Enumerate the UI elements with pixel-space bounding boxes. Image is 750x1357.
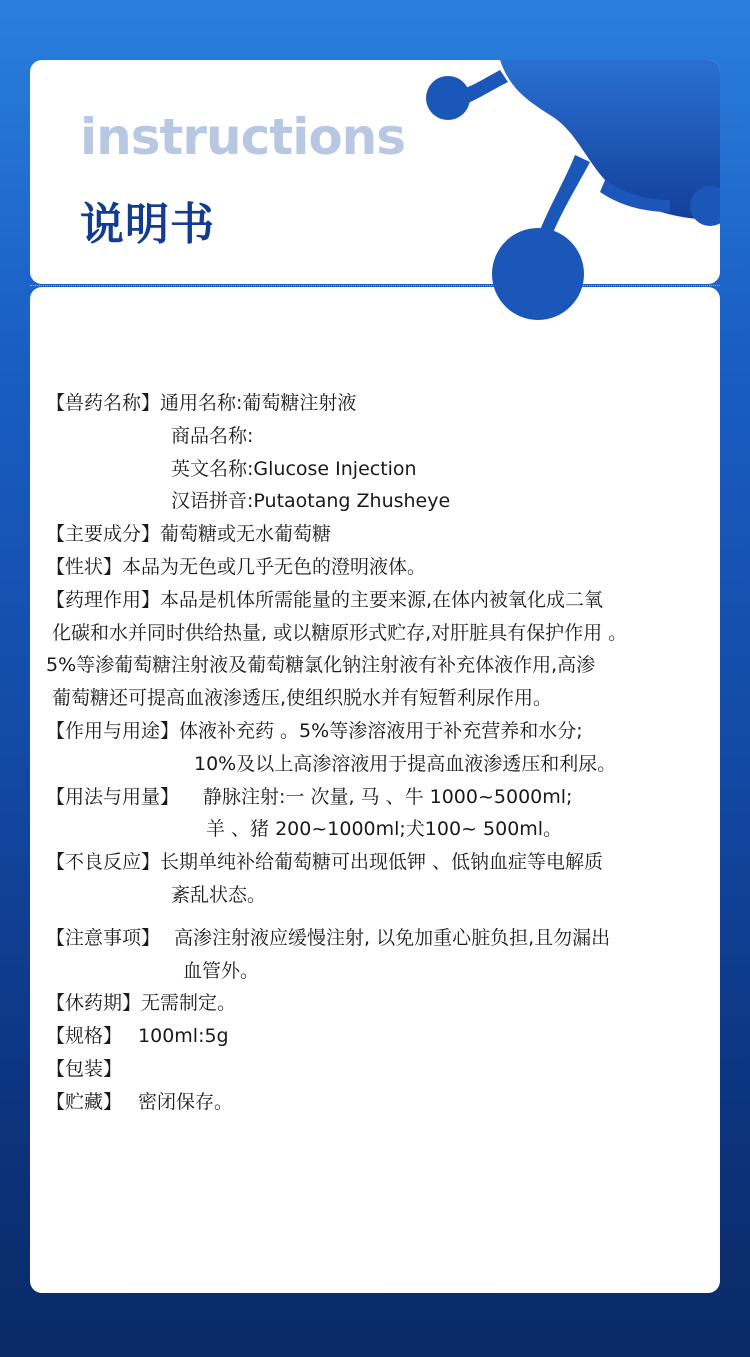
section-dosage: [46, 781, 716, 814]
usage-line: 10%及以上高渗溶液用于提高血液渗透压和利尿。: [194, 752, 617, 775]
title-cn: 说明书: [80, 199, 215, 250]
section-label: 【不良反应】: [46, 851, 161, 874]
pinyin-name: 汉语拼音:Putaotang Zhusheye: [171, 490, 451, 513]
section-label: 【主要成分】: [46, 523, 161, 546]
section-appearance: [46, 551, 716, 584]
header-card: [30, 60, 720, 284]
pharmacology-line: 葡萄糖还可提高血液渗透压,使组织脱水并有短暂利尿作用。: [52, 687, 553, 710]
section-spec: [46, 1020, 716, 1053]
molecule-ball: [492, 228, 584, 320]
section-label: 【性状】: [46, 555, 123, 578]
section-usage: [46, 715, 716, 748]
section-ingredients: [46, 518, 716, 551]
instruction-content: [46, 387, 716, 1119]
section-text: 通用名称:葡萄糖注射液: [160, 392, 357, 414]
pharmacology-line: 5%等渗葡萄糖注射液及葡萄糖氯化钠注射液有补充体液作用,高渗: [46, 654, 596, 677]
section-label: 【兽药名称】: [46, 392, 161, 414]
section-withdrawal: [46, 987, 716, 1020]
section-text: 高渗注射液应缓慢注射, 以免加重心脏负担,且勿漏出: [174, 926, 611, 949]
section-text: 100ml:5g: [138, 1025, 229, 1048]
section-label: 【休药期】: [46, 992, 142, 1015]
adverse-line: 紊乱状态。: [171, 883, 267, 906]
section-name: [46, 387, 716, 420]
section-package: [46, 1053, 716, 1086]
precautions-line: 血管外。: [183, 959, 260, 982]
pharmacology-line: 化碳和水并同时供给热量, 或以糖原形式贮存,对肝脏具有保护作用 。: [52, 621, 628, 644]
section-label: 【用法与用量】: [46, 785, 180, 808]
trade-name: 商品名称:: [171, 424, 254, 447]
section-text: 静脉注射:一 次量, 马 、牛 1000~5000ml;: [203, 785, 573, 808]
section-label: 【药理作用】: [46, 588, 161, 611]
section-text: 体液补充药 。5%等渗溶液用于补充营养和水分;: [179, 719, 583, 742]
dosage-line: 羊 、猪 200~1000ml;犬100~ 500ml。: [206, 818, 563, 841]
divider: [30, 285, 720, 286]
section-text: 本品为无色或几乎无色的澄明液体。: [122, 555, 427, 578]
section-text: 本品是机体所需能量的主要来源,在体内被氧化成二氧: [160, 588, 604, 611]
section-text: 密闭保存。: [138, 1090, 234, 1113]
section-text: 葡萄糖或无水葡萄糖: [160, 523, 332, 546]
section-text: 长期单纯补给葡萄糖可出现低钾 、低钠血症等电解质: [160, 851, 604, 874]
section-adverse: [46, 846, 716, 879]
section-label: 【作用与用途】: [46, 719, 180, 742]
section-label: 【规格】: [46, 1025, 123, 1048]
title-en: instructions: [80, 108, 406, 166]
section-label: 【注意事项】: [46, 926, 161, 949]
body-card: [30, 287, 720, 1293]
section-text: 无需制定。: [141, 992, 237, 1015]
section-pharmacology: [46, 584, 716, 617]
english-name: 英文名称:Glucose Injection: [171, 457, 417, 480]
section-label: 【贮藏】: [46, 1090, 123, 1113]
section-precautions: [46, 922, 716, 955]
section-storage: [46, 1086, 716, 1119]
section-label: 【包装】: [46, 1057, 123, 1080]
